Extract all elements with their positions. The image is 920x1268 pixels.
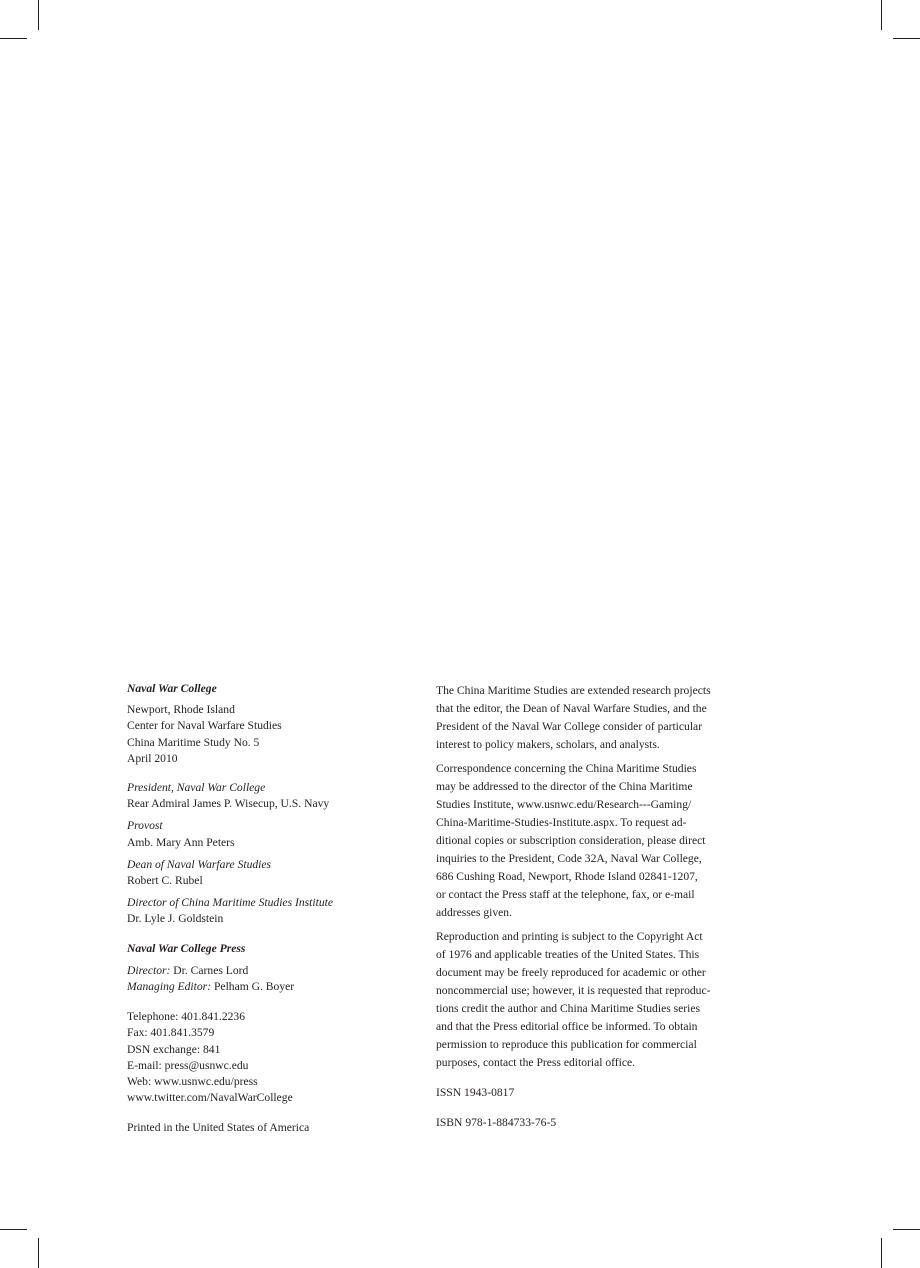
person-title: President, Naval War College	[127, 781, 266, 795]
colophon-left-column	[127, 681, 407, 1137]
contact-line: Web: www.usnwc.edu/press	[127, 1075, 258, 1089]
press-staff-line	[127, 963, 407, 979]
isbn	[436, 1114, 748, 1132]
staff-name: Dr. Carnes Lord	[173, 963, 249, 977]
crop-mark-top-right	[881, 0, 882, 30]
contact-line: Telephone: 401.841.2236	[127, 1010, 246, 1024]
location-line: China Maritime Study No. 5	[127, 735, 260, 749]
person-title: Provost	[127, 819, 163, 833]
printed-note	[127, 1120, 407, 1136]
paragraph-line: President of the Naval War College consider of particular	[436, 720, 703, 733]
person-title: Dean of Naval Warfare Studies	[127, 857, 272, 871]
paragraph-line: Studies Institute, www.usnwc.edu/Research---Gaming/	[436, 798, 692, 811]
paragraph-line: purposes, contact the Press editorial office.	[436, 1056, 636, 1069]
person-title: Director of China Maritime Studies Institute	[127, 896, 333, 910]
paragraph-line: ditional copies or subscription consideration, please direct	[436, 834, 706, 847]
paragraph-line: inquiries to the President, Code 32A, Naval War College,	[436, 852, 702, 865]
location-line: April 2010	[127, 751, 178, 765]
press-heading	[127, 941, 407, 957]
paragraph-line: may be addressed to the director of the China Maritime	[436, 780, 693, 793]
crop-mark-bottom-right-h	[893, 1229, 920, 1230]
colophon-right-column	[436, 682, 748, 1132]
printed-text: Printed in the United States of America	[127, 1121, 310, 1135]
paragraph-line: or contact the Press staff at the telephone, fax, or e-mail	[436, 888, 695, 901]
issn-text: ISSN 1943-0817	[436, 1086, 515, 1099]
crop-mark-bottom-left-h	[0, 1229, 27, 1230]
paragraph-line: that the editor, the Dean of Naval Warfare Studies, and the	[436, 702, 707, 715]
paragraph-line: The China Maritime Studies are extended research projects	[436, 684, 711, 697]
contact-line: www.twitter.com/NavalWarCollege	[127, 1091, 293, 1105]
paragraph-line: Reproduction and printing is subject to the Copyright Act	[436, 930, 703, 943]
paragraph-correspondence	[436, 760, 748, 922]
press-staff-block	[127, 963, 407, 995]
issn	[436, 1084, 748, 1102]
isbn-text: ISBN 978-1-884733-76-5	[436, 1116, 557, 1129]
person-name: Amb. Mary Ann Peters	[127, 835, 235, 849]
paragraph-line: noncommercial use; however, it is requested that reproduc-	[436, 984, 711, 997]
location-block	[127, 702, 407, 767]
contact-line: E-mail: press@usnwc.edu	[127, 1058, 249, 1072]
staff-role: Director:	[127, 963, 171, 977]
location-line: Center for Naval Warfare Studies	[127, 719, 282, 733]
paragraph-reproduction	[436, 928, 748, 1072]
person-block	[127, 780, 407, 812]
paragraph-line: permission to reproduce this publication for commercial	[436, 1038, 697, 1051]
paragraph-about	[436, 682, 748, 754]
contact-line: DSN exchange: 841	[127, 1042, 221, 1056]
person-block	[127, 895, 407, 927]
paragraph-line: China-Maritime-Studies-Institute.aspx. To request ad-	[436, 816, 687, 829]
paragraph-line: 686 Cushing Road, Newport, Rhode Island 02841-1207,	[436, 870, 698, 883]
paragraph-line: of 1976 and applicable treaties of the United States. This	[436, 948, 700, 961]
crop-mark-bottom-left	[38, 1238, 39, 1268]
contact-line: Fax: 401.841.3579	[127, 1026, 215, 1040]
crop-mark-bottom-right	[881, 1238, 882, 1268]
person-name: Dr. Lyle J. Goldstein	[127, 912, 224, 926]
person-name: Rear Admiral James P. Wisecup, U.S. Navy	[127, 797, 330, 811]
paragraph-line: interest to policy makers, scholars, and analysts.	[436, 738, 660, 751]
paragraph-line: tions credit the author and China Maritime Studies series	[436, 1002, 701, 1015]
paragraph-line: Correspondence concerning the China Maritime Studies	[436, 762, 697, 775]
press-staff-line	[127, 979, 407, 995]
staff-name: Pelham G. Boyer	[213, 980, 295, 994]
crop-mark-top-left-h	[0, 38, 27, 39]
person-block	[127, 857, 407, 889]
location-line: Newport, Rhode Island	[127, 703, 235, 717]
person-name: Robert C. Rubel	[127, 874, 203, 888]
contact-block	[127, 1009, 407, 1106]
crop-mark-top-right-h	[893, 38, 920, 39]
paragraph-line: and that the Press editorial office be informed. To obtain	[436, 1020, 698, 1033]
publisher-heading	[127, 681, 407, 697]
crop-mark-top-left	[38, 0, 39, 30]
press-heading-text: Naval War College Press	[127, 941, 246, 955]
person-block	[127, 818, 407, 850]
publisher-name: Naval War College	[127, 682, 217, 695]
paragraph-line: addresses given.	[436, 906, 512, 919]
staff-role: Managing Editor:	[127, 980, 212, 994]
paragraph-line: document may be freely reproduced for academic or other	[436, 966, 706, 979]
